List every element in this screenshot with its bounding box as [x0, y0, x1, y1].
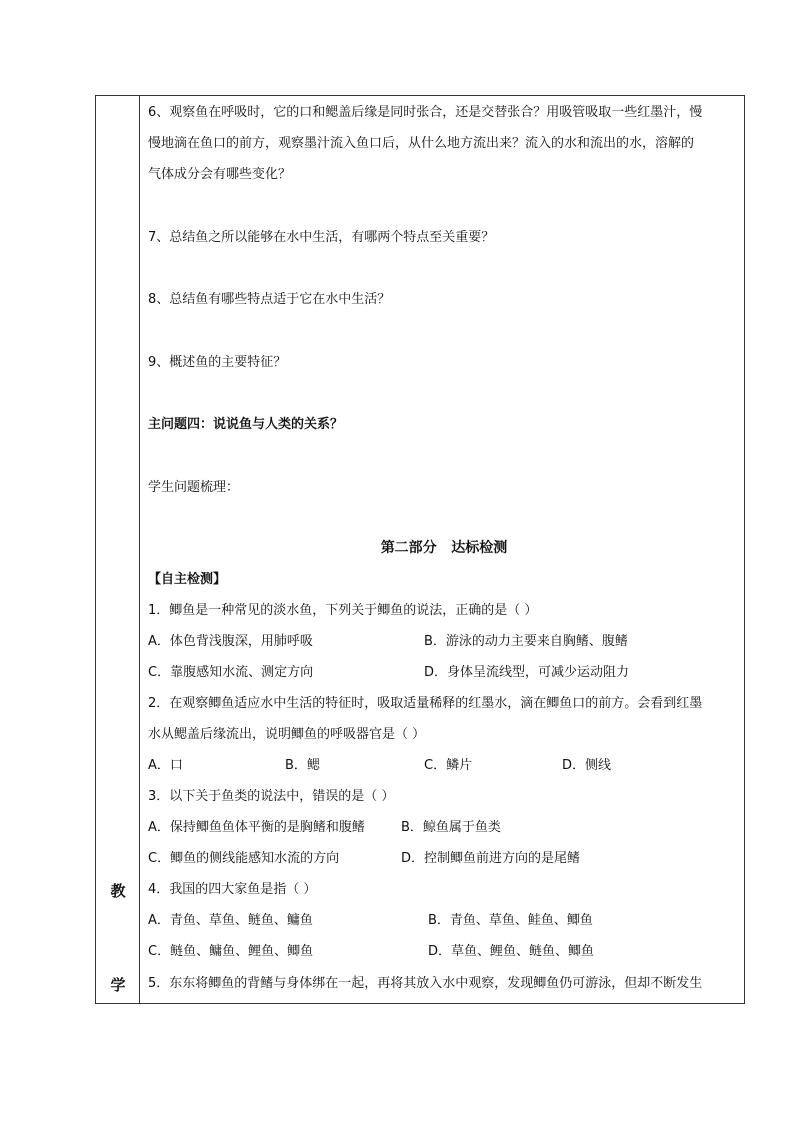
exercise-4-stem: 4．我国的四大家鱼是指（ ）: [148, 882, 317, 897]
question-6-line-1: 6、观察鱼在呼吸时，它的口和鳃盖后缘是同时张合，还是交替张合？用吸管吸取一些红墨汁，慢: [148, 105, 703, 120]
exercise-3-stem: 3．以下关于鱼类的说法中，错误的是（ ）: [148, 789, 395, 804]
exercise-2-stem-line-1: 2．在观察鲫鱼适应水中生活的特征时，吸取适量稀释的红墨水，滴在鲫鱼口的前方。会看到红墨: [148, 696, 703, 711]
exercise-1-option-c: C．靠腹感知水流、测定方向: [148, 665, 314, 680]
exercise-2-option-d: D．侧线: [562, 758, 612, 773]
part-2-title: 第二部分 达标检测: [380, 540, 508, 556]
side-label-jiao: 教: [110, 882, 126, 900]
exercise-4-option-d: D．草鱼、鲤鱼、鲢鱼、鲫鱼: [428, 944, 595, 959]
side-column: [96, 96, 140, 1003]
exercise-4-option-c: C．鲢鱼、鳙鱼、鲤鱼、鲫鱼: [148, 944, 314, 959]
exercise-4-option-b: B．青鱼、草鱼、鲑鱼、鲫鱼: [428, 913, 593, 928]
main-topic-4: 主问题四：说说鱼与人类的关系？: [148, 417, 344, 432]
question-9: 9、概述鱼的主要特征？: [148, 355, 287, 370]
exercise-2-option-b: B．鳃: [285, 758, 320, 773]
question-7: 7、总结鱼之所以能够在水中生活，有哪两个特点至关重要？: [148, 230, 495, 245]
exercise-1-option-d: D．身体呈流线型，可减少运动阻力: [424, 665, 630, 680]
side-label-xue: 学: [110, 976, 126, 994]
question-8: 8、总结鱼有哪些特点适于它在水中生活？: [148, 292, 391, 307]
exercise-1-stem: 1．鲫鱼是一种常见的淡水鱼，下列关于鲫鱼的说法，正确的是（ ）: [148, 603, 538, 618]
exercise-4-option-a: A．青鱼、草鱼、鲢鱼、鳙鱼: [148, 913, 313, 928]
exercise-3-option-a: A．保持鲫鱼鱼体平衡的是胸鳍和腹鳍: [148, 820, 365, 835]
exercise-1-option-a: A．体色背浅腹深，用肺呼吸: [148, 634, 313, 649]
student-review-label: 学生问题梳理：: [148, 480, 240, 495]
exercise-5-stem: 5．东东将鲫鱼的背鳍与身体绑在一起，再将其放入水中观察，发现鲫鱼仍可游泳，但却不断发生: [148, 976, 703, 991]
self-test-label: 【自主检测】: [148, 572, 227, 587]
worksheet-table: [95, 95, 745, 1004]
exercise-2-option-a: A．口: [148, 758, 183, 773]
exercise-3-option-b: B．鲸鱼属于鱼类: [401, 820, 501, 835]
question-6-line-3: 气体成分会有哪些变化？: [148, 167, 292, 182]
exercise-2-option-c: C．鳞片: [424, 758, 473, 773]
exercise-1-option-b: B．游泳的动力主要来自胸鳍、腹鳍: [424, 634, 628, 649]
question-6-line-2: 慢地滴在鱼口的前方，观察墨汁流入鱼口后，从什么地方流出来？流入的水和流出的水，溶解的: [148, 136, 695, 151]
exercise-3-option-d: D．控制鲫鱼前进方向的是尾鳍: [401, 851, 581, 866]
exercise-2-stem-line-2: 水从鳃盖后缘流出，说明鲫鱼的呼吸器官是（ ）: [148, 727, 426, 742]
exercise-3-option-c: C．鲫鱼的侧线能感知水流的方向: [148, 851, 340, 866]
